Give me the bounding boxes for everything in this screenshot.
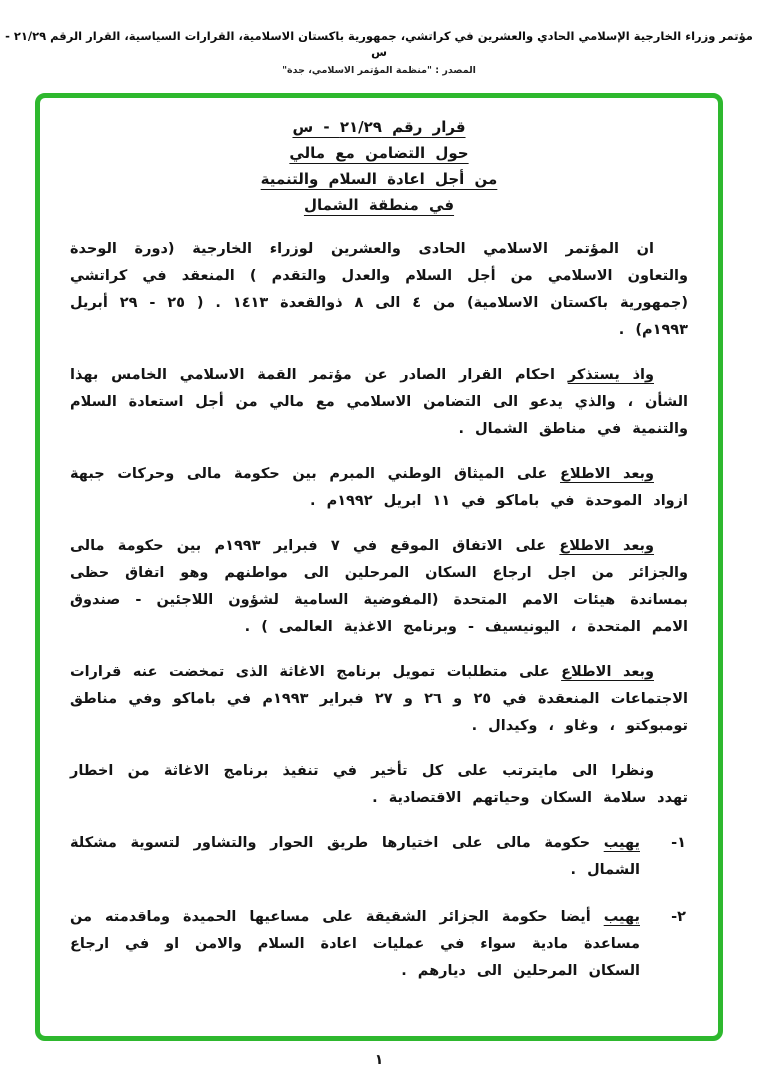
document-header [0,0,758,77]
paragraph-text: على الاتفاق الموقع في ٧ فبراير ١٩٩٣م بين حكومة مالى والجزائر من اجل ارجاع السكان المرحلين الى مواطنهم وهو اتفاق حظى بمساندة هيئات الامم المتحدة (المفوضية السامية لشؤون اللاجئين - صندوق الامم المتحدة ، اليونيسيف - وبرنامج الاغذية العالمى ) . [70,538,688,635]
item-number: ١- [671,835,686,851]
numbered-item [70,904,688,985]
paragraph-text: على متطلبات تمويل برنامج الاغاثة الذى تمخضت عنه قرارات الاجتماعات المنعقدة في ٢٥ و ٢٦ و ٢٧ فبراير ١٩٩٣م في باماكو وفي مناطق تومبوكتو ، وغاو ، وكيدال . [70,664,689,734]
paragraph [70,533,688,641]
item-text: أيضا حكومة الجزائر الشقيقة على مساعيها الحميدة وماقدمته من مساعدة مادية سواء في عمليات اعادة السلام والامن او في ارجاع السكان المرحلين الى ديارهم . [70,909,640,979]
green-border-frame [35,93,723,1041]
item-lead: يهيب [603,835,640,851]
paragraph-text: ونظرا الى مايترتب على كل تأخير في تنفيذ برنامج الاغاثة من اخطار تهدد سلامة السكان وحياتهم الاقتصادية . [70,763,688,806]
item-lead: يهيب [603,909,640,925]
item-text: حكومة مالى على اختيارها طريق الحوار والتشاور لتسوية مشكلة الشمال . [70,835,640,878]
paragraph [70,758,688,812]
paragraph [70,659,688,740]
numbered-item [70,830,688,884]
title-line: حول التضامن مع مالي [289,144,469,162]
paragraph-lead: وبعد الاطلاع [560,466,654,482]
paragraph [70,362,688,443]
header-source: المصدر : "منظمة المؤتمر الاسلامي، جدة" [282,65,476,76]
paragraph-lead: وبعد الاطلاع [561,664,654,680]
resolution-body [70,236,688,985]
paragraph [70,461,688,515]
paragraph [70,236,688,344]
item-number: ٢- [671,909,686,925]
title-line: قرار رقم ٢١/٢٩ - س [292,118,466,136]
paragraph-text: على الميثاق الوطني المبرم بين حكومة مالى وحركات جبهة ازواد الموحدة في باماكو في ١١ ابريل ١٩٩٢م . [70,466,688,509]
header-citation: مؤتمر وزراء الخارجية الإسلامي الحادي والعشرين في كراتشي، جمهورية باكستان الاسلامية، القرارات السياسية، القرار الرقم ٢١/٢٩ - س [5,29,753,59]
paragraph-text: ان المؤتمر الاسلامي الحادى والعشرين لوزراء الخارجية (دورة الوحدة والتعاون الاسلامي من أجل السلام والعدل والتقدم ) المنعقد في كراتشي (جمهورية باكستان الاسلامية) من ٤ الى ٨ ذوالقعدة ١٤١٣ . ( ٢٥ - ٢٩ أبريل ١٩٩٣م) . [70,241,688,338]
paragraph-lead: وبعد الاطلاع [559,538,655,554]
paragraph-lead: واذ يستذكر [567,367,654,383]
paragraph-text: احكام القرار الصادر عن مؤتمر القمة الاسلامي الخامس بهذا الشأن ، والذي يدعو الى التضامن الاسلامي مع مالي من أجل استعادة السلام والتنمية في مناطق الشمال . [70,367,688,437]
page-number: ١ [374,1052,384,1068]
resolution-title [70,114,688,218]
title-line: في منطقة الشمال [303,196,455,214]
title-line: من أجل اعادة السلام والتنمية [260,170,498,188]
